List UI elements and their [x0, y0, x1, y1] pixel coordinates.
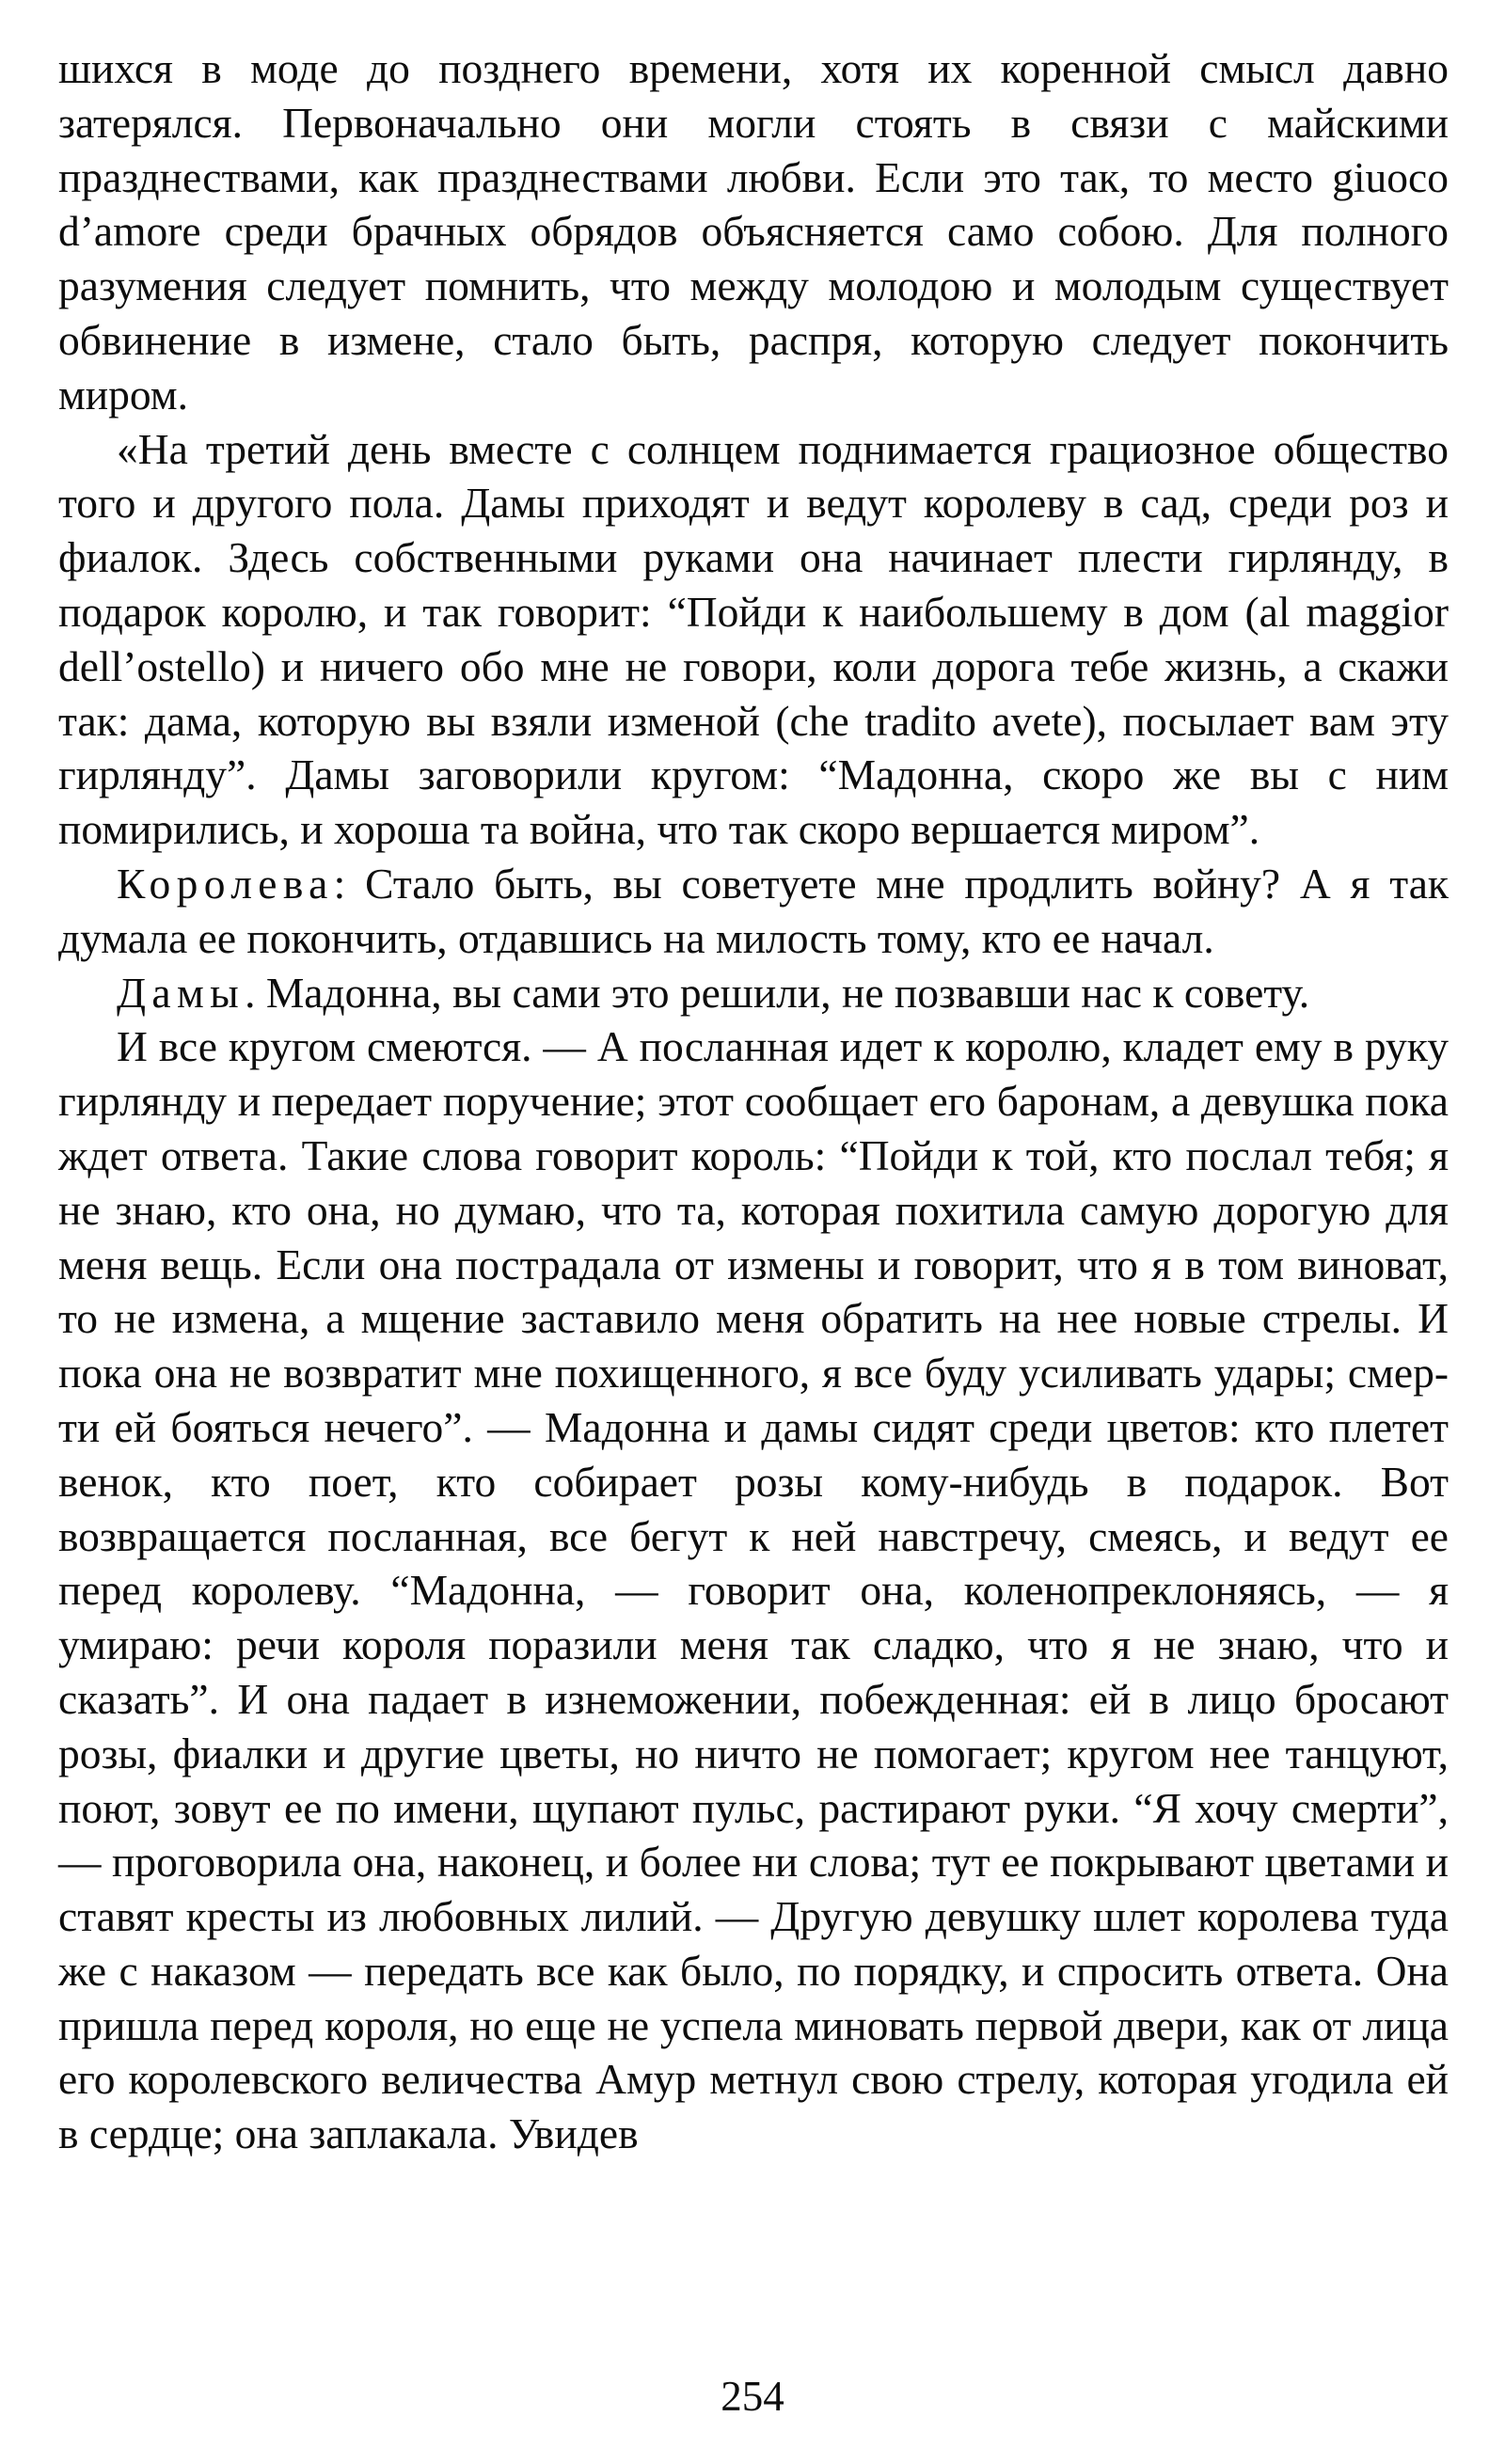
paragraph-3 — [58, 857, 1449, 966]
speaker-line: : Стало быть, вы советуете мне продлить войну? А я так думала ее покончить, отдавшись на милость тому, кто ее начал. — [58, 859, 1449, 962]
paragraph-1: шихся в моде до позднего времени, хотя их коренной смысл давно затерялся. Первоначально они могли стоять в связи с майскими празднествами, как празднествами любви. Если это так, то место giuoco d’amore среди брачных обрядов объясняется само собою. Для полного разумения следует помнить, что между молодою и молодым существует обвинение в измене, стало быть, распря, которую следует покончить миром. — [58, 44, 1449, 419]
page-text — [58, 41, 1449, 2161]
speaker-line: . Мадонна, вы сами это решили, не позвавши нас к совету. — [245, 968, 1310, 1017]
speaker-name: Дамы — [117, 968, 246, 1017]
paragraph-5: И все кругом смеются. — А посланная идет к королю, кладет ему в руку гирлянду и передает поручение; этот сообщает его баронам, а девушка пока ждет ответа. Такие слова говорит король: “Пойди к той, кто послал тебя; я не знаю, кто она, но думаю, что та, которая похитила самую дорогую для меня вещь. Если она пострадала от измены и говорит, что я в том виноват, то не измена, а мщение заставило меня обратить на нее новые стрелы. И пока она не возвратит мне похищенного, я все буду усиливать удары; смерти ей бояться нечего”. — Мадонна и дамы сидят среди цветов: кто плетет венок, кто поет, кто собирает розы кому-нибудь в подарок. Вот возвращается посланная, все бегут к ней навстречу, смеясь, и ведут ее перед королеву. “Мадонна, — говорит она, коленопреклоняясь, — я умираю: речи короля поразили меня так сладко, что я не знаю, что и сказать”. И она падает в изнеможении, побежденная: ей в лицо бросают розы, фиалки и другие цветы, но ничто не помогает; кругом нее танцуют, поют, зовут ее по имени, щупают пульс, растирают руки. “Я хочу смерти”, — проговорила она, наконец, и более ни слова; тут ее покрывают цветами и ставят кресты из любовных лилий. — Другую девушку шлет королева туда же с наказом — передать все как было, по порядку, и спросить ответа. Она пришла перед короля, но еще не успела миновать первой двери, как от лица его королевского величества Амур метнул свою стрелу, которая угодила ей в сердце; она заплакала. Увидев — [58, 1022, 1449, 2158]
paragraph-4 — [58, 966, 1449, 1020]
page-number: 254 — [721, 2373, 784, 2420]
speaker-name: Королева — [117, 859, 334, 908]
paragraph-2: «На третий день вместе с солнцем поднимается грациозное общество того и другого пола. Дамы приходят и ведут королеву в сад, среди роз и фиалок. Здесь собственными руками она начинает плести гирлянду, в подарок королю, и так говорит: “Пойди к наибольшему в дом (al maggior dell’ostello) и ничего обо мне не говори, коли дорога тебе жизнь, а скажи так: дама, которую вы взяли изменой (che tradito avete), посылает вам эту гирлянду”. Дамы заговорили кругом: “Мадонна, скоро же вы с ним помирились, и хороша та война, что так скоро вершается миром”. — [58, 424, 1449, 854]
